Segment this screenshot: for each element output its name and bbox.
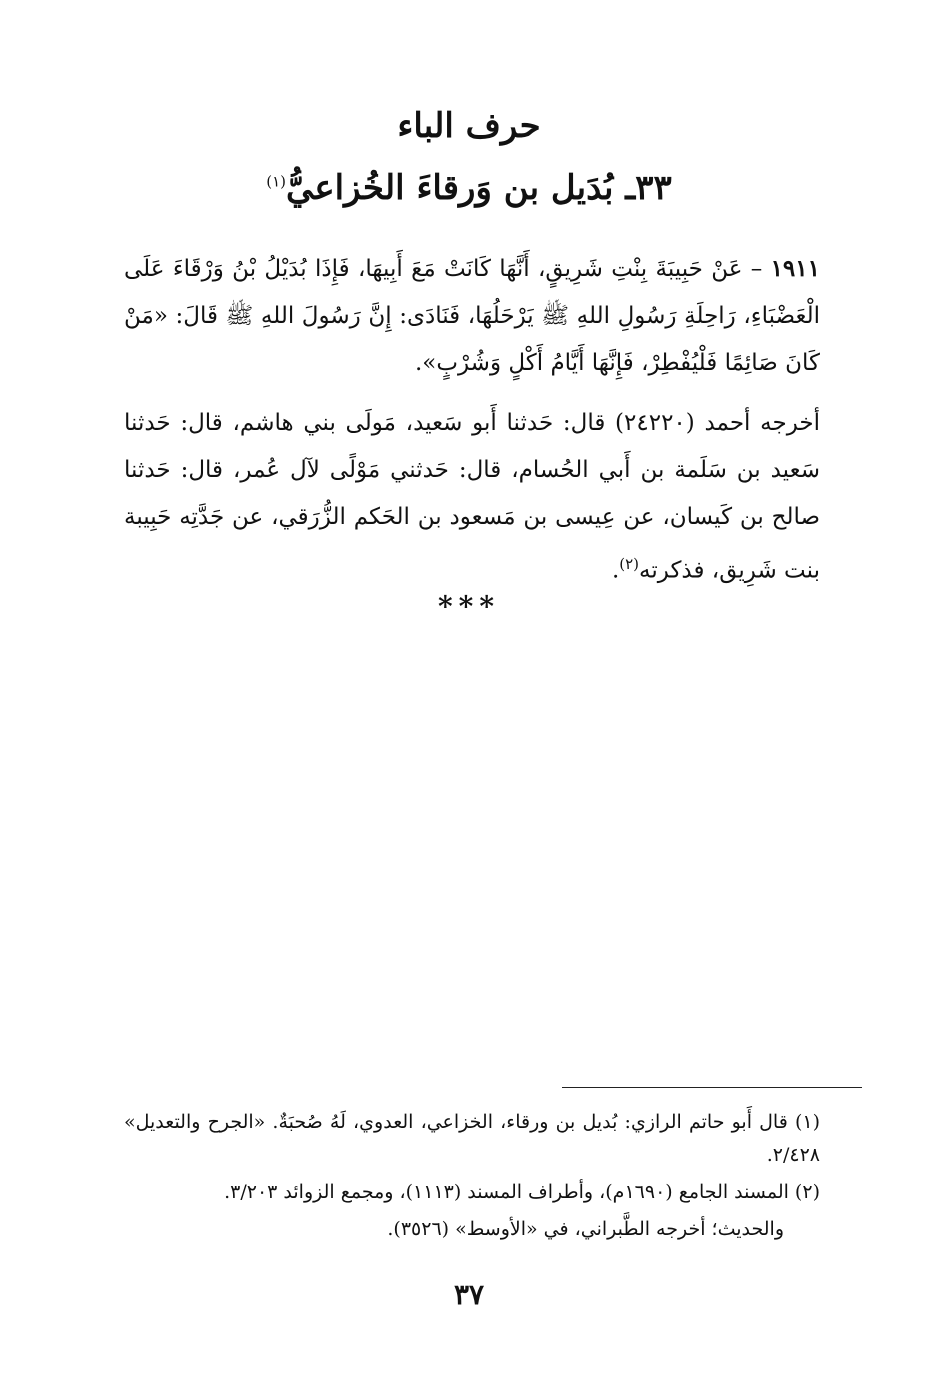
footnotes — [124, 1106, 820, 1246]
hadith-number: ١٩١١ — [770, 255, 820, 282]
footnote-2-continuation: والحديث؛ أخرجه الطَّبراني، في «الأوسط» (٣٥٢٦). — [387, 1218, 784, 1240]
footnote-2: (٢) المسند الجامع (١٦٩٠م)، وأطراف المسند (١١١٣)، ومجمع الزوائد ٣/٢٠٣. — [224, 1181, 820, 1203]
hadith-text: – عَنْ حَبِيبَةَ بِنْتِ شَرِيقٍ، أَنَّهَا كَانَتْ مَعَ أَبِيهَا، فَإِذَا بُدَيْلُ بْنُ وَرْقَاءَ عَلَى الْعَضْبَاءِ، رَاحِلَةِ رَسُولِ اللهِ ﷺ يَرْحَلُهَا، فَنَادَى: إِنَّ رَسُولَ اللهِ ﷺ قَالَ: «مَنْ كَانَ صَائِمًا فَلْيُفْطِرْ، فَإِنَّهَا أَيَّامُ أَكْلٍ وَشُرْبٍ». — [124, 256, 820, 376]
section-title: حرف الباء — [397, 106, 541, 146]
footnote-divider — [562, 1087, 862, 1088]
page-number: ٣٧ — [453, 1278, 485, 1311]
footnote-1: (١) قال أَبو حاتم الرازي: بُديل بن ورقاء، الخزاعي، العدوي، لَهُ صُحبَةٌ. «الجرح والتعديل» ٢/٤٢٨. — [124, 1111, 820, 1166]
entry-footnote-ref: (١) — [266, 172, 287, 191]
takhrij-end: . — [611, 557, 620, 584]
entry-title — [0, 168, 938, 208]
takhrij-footnote-ref: (٢) — [619, 555, 640, 573]
takhrij-text: أخرجه أحمد (٢٤٢٢٠) قال: حَدثنا أَبو سَعيد، مَولَى بني هاشم، قال: حَدثنا سَعيد بن سَلَمة بن أَبي الحُسام، قال: حَدثني مَوْلًى لآل عُمر، قال: حَدثنا صالح بن كَيسان، عن عِيسى بن مَسعود بن الحَكم الزُّرَقي، عن جَدَّتِه حَبِيبة بنت شَرِيق، فذكرته — [124, 410, 820, 584]
hadith-paragraph — [124, 245, 820, 387]
takhrij-paragraph — [124, 400, 820, 595]
section-separator: *** — [438, 590, 500, 623]
entry-title-text: ٣٣ـ بُدَيل بن وَرقاءَ الخُزاعيُّ — [286, 168, 672, 208]
